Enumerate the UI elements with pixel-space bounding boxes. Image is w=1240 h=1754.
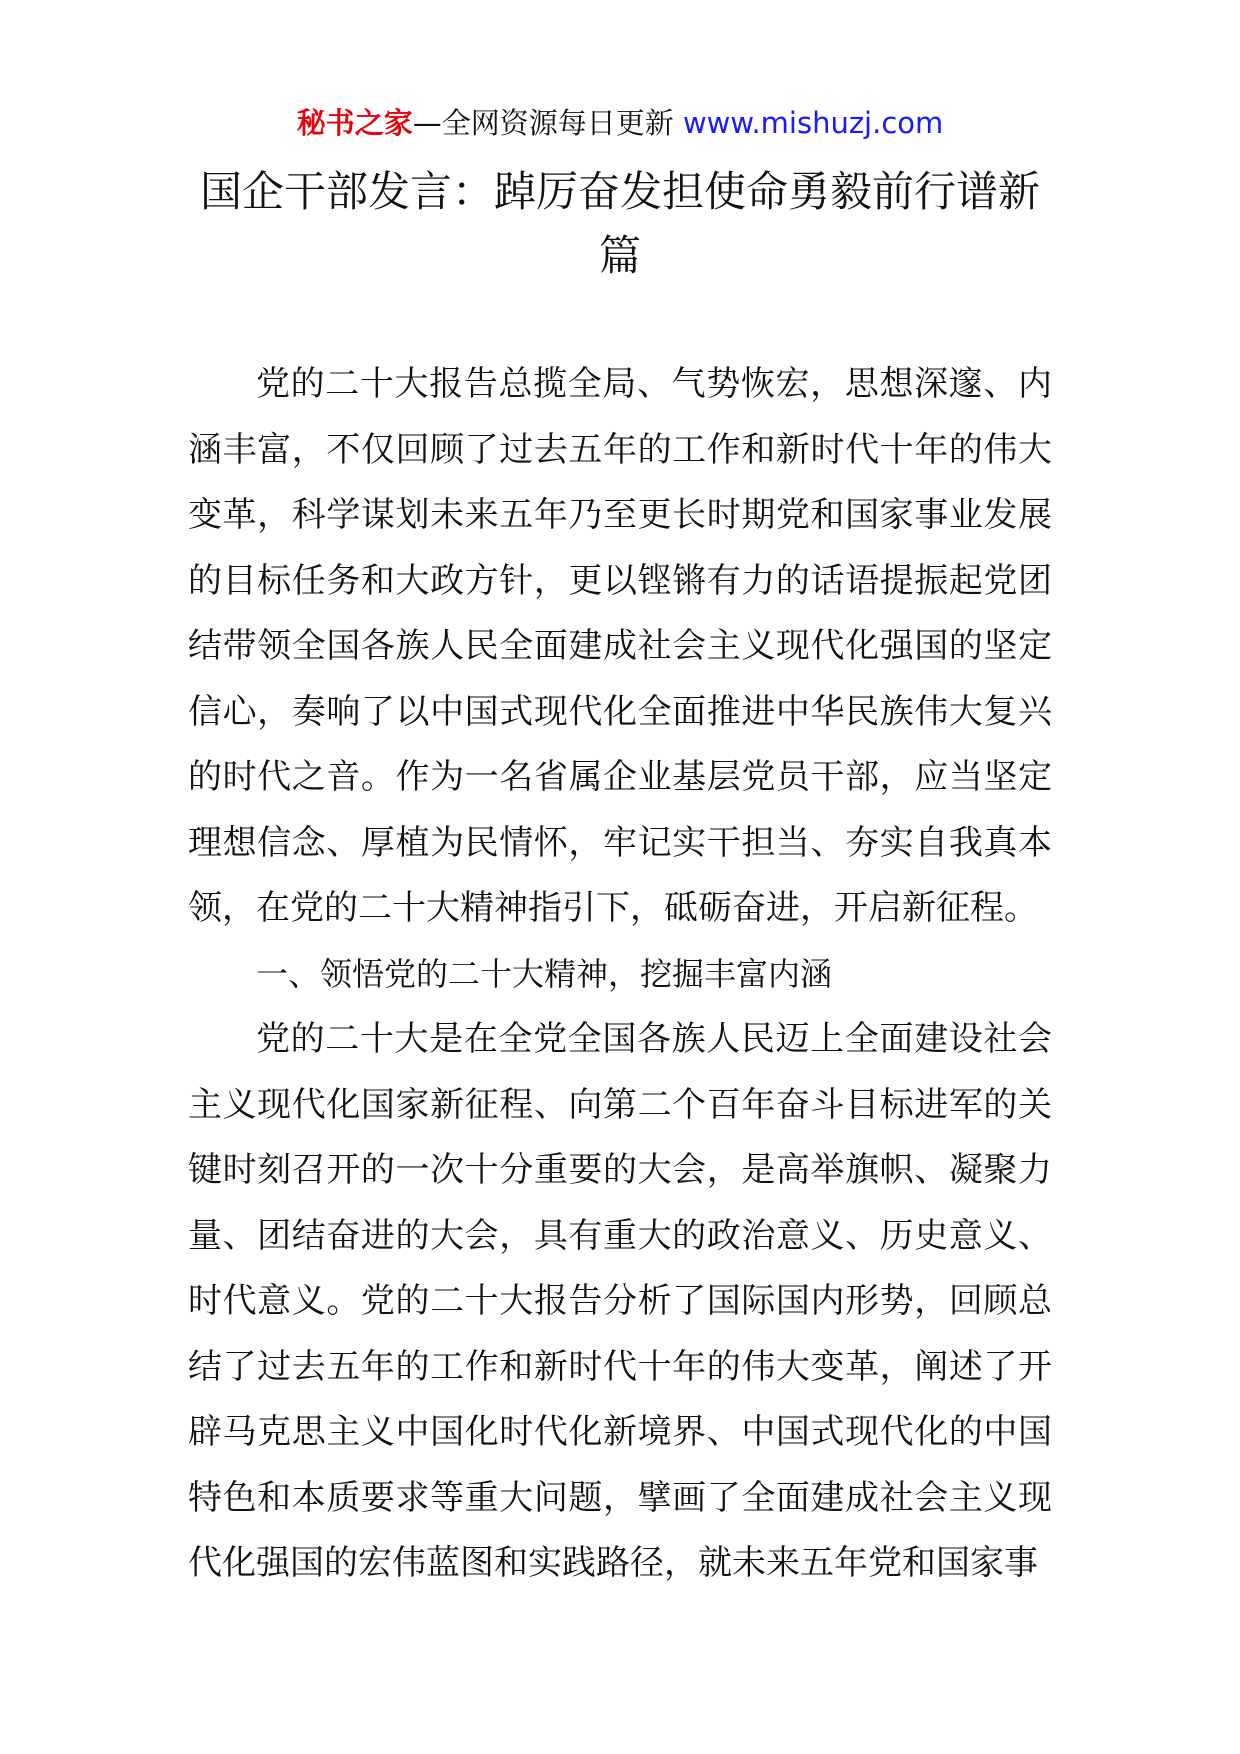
site-header (0, 100, 1240, 146)
intro-paragraph: 党的二十大报告总揽全局、气势恢宏，思想深邃、内涵丰富，不仅回顾了过去五年的工作和新时代十年的伟大变革，科学谋划未来五年乃至更长时期党和国家事业发展的目标任务和大政方针，更以铿锵有力的话语提振起党团结带领全国各族人民全面建成社会主义现代化强国的坚定信心，奏响了以中国式现代化全面推进中华民族伟大复兴的时代之音。作为一名省属企业基层党员干部，应当坚定理想信念、厚植为民情怀，牢记实干担当、夯实自我真本领，在党的二十大精神指引下，砥砺奋进，开启新征程。 (188, 364, 1052, 928)
section-heading: 一、领悟党的二十大精神，挖掘丰富内涵 (256, 954, 833, 993)
document-title: 国企干部发言：踔厉奋发担使命勇毅前行谱新篇 (199, 167, 1040, 280)
brand-name: 秘书之家 (296, 106, 413, 140)
site-url-link[interactable]: www.mishuzj.com (682, 106, 944, 140)
section-paragraph: 党的二十大是在全党全国各族人民迈上全面建设社会主义现代化国家新征程、向第二个百年奋斗目标进军的关键时刻召开的一次十分重要的大会，是高举旗帜、凝聚力量、团结奋进的大会，具有重大的政治意义、历史意义、时代意义。党的二十大报告分析了国际国内形势，回顾总结了过去五年的工作和新时代十年的伟大变革，阐述了开辟马克思主义中国化时代化新境界、中国式现代化的中国特色和本质要求等重大问题，擘画了全面建成社会主义现代化强国的宏伟蓝图和实践路径，就未来五年党和国家事 (188, 1019, 1052, 1583)
document-body (188, 352, 1052, 1597)
header-tagline: —全网资源每日更新 (412, 106, 674, 140)
